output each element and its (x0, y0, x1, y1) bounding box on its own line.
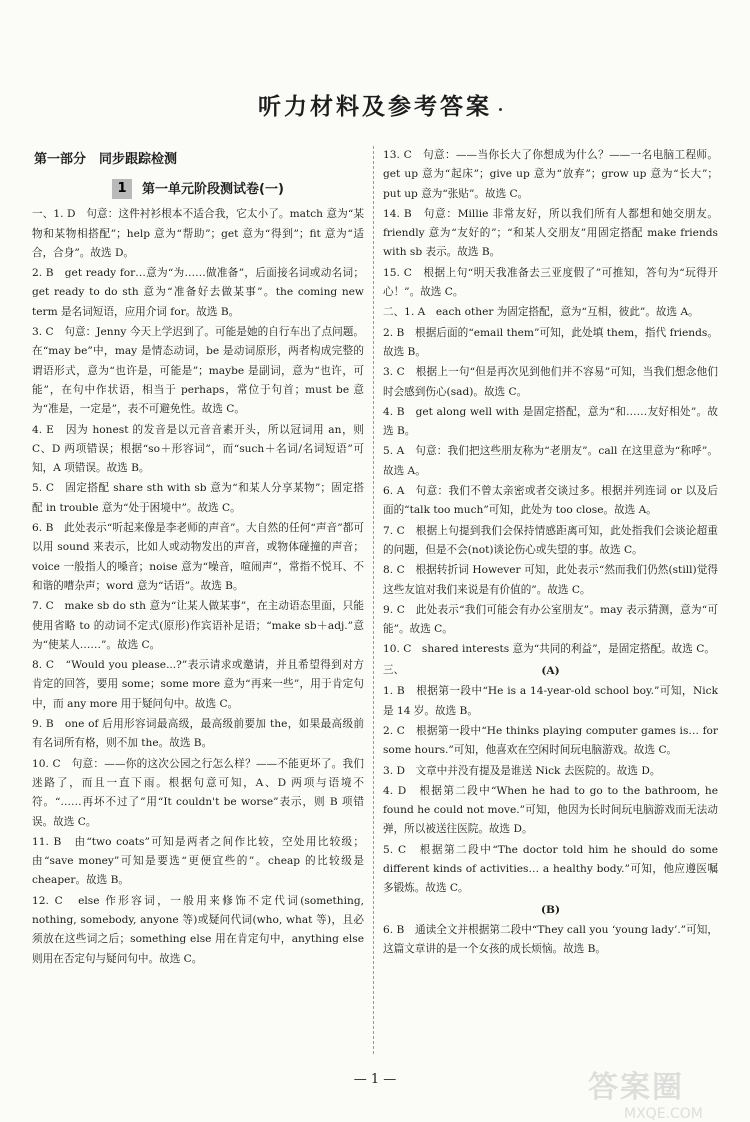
answer-item: 4. E 因为 honest 的发音是以元音音素开头，所以冠词用 an，则 C、D 两项错误；根据“so＋形容词”，而“such＋名词/名词短语”可知，A 项错误。故选 B。 (32, 423, 364, 475)
answer-item: 14. B 句意：Millie 非常友好，所以我们所有人都想和她交朋友。friendly 意为“友好的”；“和某人交朋友”用固定搭配 make friends with sb 表示。故选 B。 (383, 207, 718, 259)
answer-item: 10. C shared interests 意为“共同的利益”，是固定搭配。故选 C。 (383, 643, 715, 656)
answer-item: 1. B 根据第一段中“He is a 14-year-old school boy.”可知，Nick 是 14 岁。故选 B。 (383, 685, 718, 717)
answer-item: 4. B get along well with 是固定搭配，意为“和……友好相处”。故选 B。 (383, 405, 718, 438)
answer-item: 6. B 通读全文并根据第二段中“They call you ‘young lady’.”可知，这篇文章讲的是一个女孩的成长烦恼。故选 B。 (383, 923, 718, 956)
answer-item: 8. C “Would you please...?”表示请求或邀请，并且希望得到对方肯定的回答，要用 some；some more 意为“再来一些”，用于肯定句中，而 any more 用于疑问句中。故选 C。 (32, 659, 364, 710)
subsection-a-label: (A) (541, 665, 560, 678)
answer-item: 2. C 根据第一段中“He thinks playing computer games is… for some hours.”可知，他喜欢在空闲时间玩电脑游戏。故选 C。 (383, 724, 718, 757)
section-three-label: 三、 (383, 663, 405, 676)
answer-item: 5. C 根据第二段中“The doctor told him he should do some different kinds of activities… a healthy body.”可知，他应遵医嘱多锻炼。故选 C。 (383, 843, 718, 895)
answer-item: 13. C 句意：——当你长大了你想成为什么？——一名电脑工程师。get up 意为“起床”；give up 意为“放弃”；grow up 意为“长大”；put up 意为“张贴”。故选 C。 (383, 149, 718, 200)
answer-item: 15. C 根据上句“明天我准备去三亚度假了”可推知，答句为“玩得开心！”。故选 C。 (383, 266, 718, 299)
right-answer-list-b (383, 682, 718, 898)
watermark-main: 答案圈 (588, 1070, 684, 1105)
answer-item: 12. C else 作形容词，一般用来修饰不定代词(something, nothing, somebody, anyone 等)或疑问代词(who, what 等)，且必须放在这些词之后；something else 用在肯定句中，anything else 则用在否定句与疑问句中。故选 C。 (32, 894, 364, 965)
subsection-b-label: (B) (541, 903, 560, 916)
answer-item: 3. D 文章中并没有提及是谁送 Nick 去医院的。故选 D。 (383, 764, 661, 777)
right-answer-list-c (383, 921, 718, 960)
answer-item: 5. A 句意：我们把这些朋友称为“老朋友”。call 在这里意为“称呼”。故选 A。 (383, 445, 718, 477)
answer-item: 7. C make sb do sth 意为“让某人做某事”，在主动语态里面，只能使用省略 to 的动词不定式(原形)作宾语补足语；“make sb＋adj.”意为“使某人……”。故选 C。 (32, 600, 364, 651)
answer-item: 二、1. A each other 为固定搭配，意为“互相，彼此”。故选 A。 (383, 306, 699, 319)
answer-item: 11. B 由“two coats”可知是两者之间作比较，空处用比较级；由“save money”可知是要选“更便宜些的”。cheap 的比较级是 cheaper。故选 B。 (32, 835, 364, 887)
decorative-dot (499, 108, 502, 111)
unit-badge: 1 (112, 179, 132, 199)
answer-item: 一、1. D 句意：这件衬衫根本不适合我，它太小了。match 意为“某物和某物相搭配”；help 意为“帮助”；get 意为“得到”；fit 意为“适合，合身”。故选 D。 (32, 208, 364, 259)
column-divider (373, 146, 374, 1054)
answer-item: 9. C 此处表示“我们可能会有办公室朋友”。may 表示猜测，意为“可能”。故选 C。 (383, 603, 718, 636)
answer-item: 5. C 固定搭配 share sth with sb 意为“和某人分享某物”；固定搭配 in trouble 意为“处于困境中”。故选 C。 (32, 482, 364, 514)
watermark-sub: MXQE.COM (624, 1106, 703, 1122)
part-title: 第一部分 同步跟踪检测 (34, 152, 178, 167)
watermark-logo (588, 1062, 738, 1122)
answer-item: 8. C 根据转折词 However 可知，此处表示“然而我们仍然(still)觉得这些友谊对我们来说是有价值的”。故选 C。 (383, 564, 718, 596)
answer-item: 2. B get ready for…意为“为……做准备”，后面接名词或动名词；get ready to do sth 意为“准备好去做某事”。the coming new term 是名词短语，应用介词 for。故选 B。 (32, 267, 364, 318)
answer-item: 6. A 句意：我们不曾太亲密或者交谈过多。根据并列连词 or 以及后面的“talk too much”可知，此处为 too close。故选 A。 (383, 485, 718, 517)
left-column (32, 146, 364, 970)
answer-item: 6. B 此处表示“听起来像是李老师的声音”。大自然的任何“声音”都可以用 sound 来表示，比如人或动物发出的声音，或物体碰撞的声音；voice 一般指人的嗓音；noise 意为“噪音，喧闹声”，常指不悦耳、不和谐的嘈杂声；word 意为“话语”。故选 B。 (32, 522, 364, 592)
page-title: 听力材料及参考答案 (258, 94, 492, 120)
answer-item: 3. C 句意：Jenny 今天上学迟到了。可能是她的自行车出了点问题。在“may be”中，may 是情态动词，be 是动词原形，两者构成完整的谓语形式，意为“也许是，可能是”；maybe 是副词，意为“也许，可能”，在句中作状语，相当于 perhaps，常位于句首；must be 意为“准是，一定是”，表不可避免性。故选 C。 (32, 326, 364, 416)
answer-item: 4. D 根据第二段中“When he had to go to the bathroom, he found he could not move.”可知，他因为长时间玩电脑游戏而无法动弹，所以被送往医院。故选 D。 (383, 784, 718, 836)
answer-item: 7. C 根据上句提到我们会保持情感距离可知，此处指我们会谈论超重的问题，但是不会(not)谈论伤心或失望的事。故选 C。 (383, 524, 718, 556)
answer-item: 3. C 根据上一句“但是再次见到他们并不容易”可知，当我们想念他们时会感到伤心(sad)。故选 C。 (383, 366, 718, 398)
section-three-header (383, 661, 718, 680)
answer-item: 10. C 句意：——你的这次公园之行怎么样？——不能更坏了。我们迷路了，而且一直下雨。根据句意可知，A、D 两项与语境不符。“……再坏不过了”用“It couldn't be worse”表示，则 B 项错误。故选 C。 (32, 757, 364, 828)
answer-item: 2. B 根据后面的“email them”可知，此处填 them，指代 friends。故选 B。 (383, 326, 718, 358)
answer-item: 9. B one of 后用形容词最高级，最高级前要加 the，如果最高级前有名词所有格，则不加 the。故选 B。 (32, 718, 364, 750)
unit-title: 第一单元阶段测试卷(一) (142, 181, 284, 197)
left-answer-list (32, 205, 364, 969)
right-column (383, 146, 718, 960)
page-number: — 1 — (353, 1072, 397, 1087)
unit-heading (32, 179, 364, 199)
right-answer-list-a (383, 146, 718, 660)
